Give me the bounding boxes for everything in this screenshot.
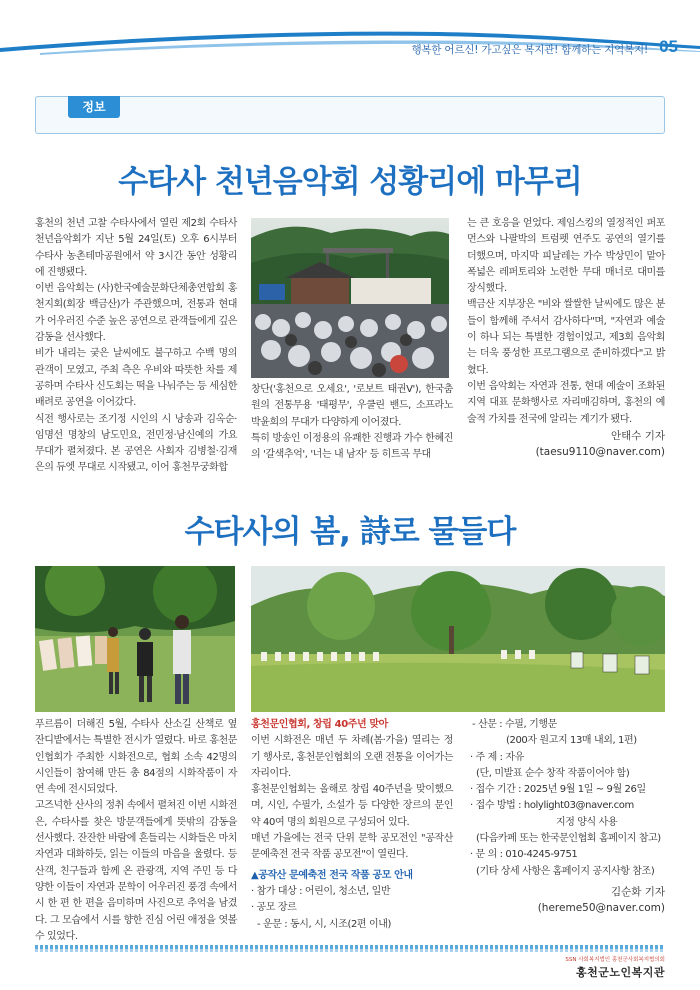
page-number: 05: [659, 37, 678, 56]
paragraph: 고즈넉한 산사의 정취 속에서 펼쳐진 이번 시화전은, 수타사를 찾은 방문객들에게 뜻밖의 감동을 선사했다. 잔잔한 바람에 흔들리는 시화들은 마치 자연과 대화하듯, 읽는 이들의 마음을 울렸다. 등산객, 친구들과 함께 온 관광객, 지역 주민 등 다양한 이들이 자연과 문학이 어우러진 풍경 속에서 시 한 편 한 편을 음미하며 사진으로 추억을 남겼다. 그 모습에서 시를 향한 진심 어린 애정을 엿볼 수 있었다.: [35, 800, 237, 942]
poetry-exhibit-photo-1: [35, 566, 235, 712]
footer-logo: [565, 956, 665, 980]
notice-line: · 주 제 : 자유: [470, 751, 524, 763]
poetry-exhibit-photo-2: [251, 566, 665, 712]
notice-line: 지정 양식 사용: [556, 816, 618, 828]
paragraph: 홍천문인협회는 올해로 창립 40주년을 맞이했으며, 시인, 수필가, 소설가 등 다양한 장르의 문인약 40여 명의 회원으로 구성되어 있다.: [251, 784, 453, 828]
article2-column-3: [470, 717, 665, 880]
header-slogan: 행복한 어르신! 가고싶은 복지관! 함께하는 지역복지!: [411, 44, 648, 56]
paragraph: 이번 음악회는 (사)한국예술문화단체총연합회 홍천지회(회장 백금산)가 주관했으며, 전통과 현대가 어우러진 수준 높은 공연으로 관객들에게 깊은 감동을 선사했다.: [35, 283, 237, 344]
notice-line: (단, 미발표 순수 창작 작품이어야 함): [476, 767, 630, 779]
notice-line: - 운문 : 동시, 시, 시조(2편 이내): [257, 918, 391, 930]
notice-line: · 접수 기간 : 2025년 9월 1일 ~ 9월 26일: [470, 784, 646, 796]
page-header: [0, 0, 700, 90]
concert-photo-illustration: [251, 218, 449, 378]
notice-line: (200자 원고지 13매 내외, 1편): [506, 735, 637, 747]
notice-line: · 참가 대상 : 어린이, 청소년, 일반: [251, 885, 391, 897]
footer-org-name: 홍천군노인복지관: [575, 966, 665, 979]
notice-line: - 산문 : 수필, 기행문: [472, 719, 557, 730]
article2-byline: [538, 884, 665, 916]
footer-divider-light: [35, 949, 665, 952]
paragraph: 이번 음악회는 자연과 전통, 현대 예술이 조화된 지역 대표 문화행사로 자리매김하며, 홍천의 예술적 가치를 전국에 알리는 계기가 됐다.: [467, 380, 665, 425]
notice-line: · 공모 장르: [251, 902, 297, 914]
reporter-email: (taesu9110@naver.com): [535, 446, 665, 458]
paragraph: 비가 내리는 궂은 날씨에도 불구하고 수백 명의 관객이 모였고, 주최 측은 우비와 따뜻한 차를 제공하며 수타사 신도회는 떡을 나눠주는 등 세심한 배려로 공연을 이어갔다.: [35, 348, 237, 409]
reporter-name: 안태수 기자: [610, 430, 665, 442]
notice-line: (다음카페 또는 한국문인협회 홈페이지 참고): [476, 833, 661, 845]
section-label: 정보: [68, 96, 120, 118]
article1-column-2: [251, 382, 453, 463]
notice-line: · 문 의 : 010-4245-9751: [470, 849, 578, 861]
reporter-email: (hereme50@naver.com): [537, 902, 665, 914]
paragraph: 홍천의 천년 고찰 수타사에서 열린 제2회 수타사 천년음악회가 지난 5월 24일(토) 오후 6시부터 수타사 농촌테마공원에서 약 3시간 동안 성황리에 진행됐다.: [35, 218, 237, 278]
paragraph: 식전 행사로는 조기정 시인의 시 낭송과 김옥순·임명선 명창의 남도민요, 전민정·남신예의 가요 무대가 펼쳐졌다. 본 공연은 사회자 김병철·김재은의 듀엣 무대로 시작됐고, 이어 홍천무궁화합: [35, 413, 237, 474]
paragraph: 매년 가을에는 전국 단위 문학 공모전인 "공작산 문예축전 전국 작품 공모전"이 열린다.: [251, 833, 453, 861]
article1-byline: [536, 428, 665, 460]
article2-column-1: [35, 717, 237, 945]
reporter-name: 김순화 기자: [610, 886, 665, 898]
article2-title: 수타사의 봄, 詩로 물들다: [184, 514, 516, 550]
notice-heading: ▲공작산 문예축전 전국 작품 공모 안내: [251, 869, 413, 881]
article2-column-2: [251, 717, 453, 933]
subsection-heading: 홍천문인협회, 창립 40주년 맞아: [251, 719, 388, 730]
paragraph: 백금산 지부장은 "비와 쌀쌀한 날씨에도 많은 분들이 함께해 주셔서 감사하다"며, "자연과 예술이 하나 되는 특별한 경험이었고, 제3회 음악회는 더욱 풍성한 프로그램으로 준비하겠다"고 밝혔다.: [467, 299, 665, 376]
article1-column-3: [467, 216, 665, 428]
footer-org-small: SSN 사회복지법인 홍천군사회복지협의회: [565, 957, 665, 963]
section-banner: [35, 96, 665, 134]
paragraph: 푸르름이 더해진 5월, 수타사 산소길 산책로 옆 잔디밭에서는 특별한 전시가 열렸다. 바로 홍천문인협회가 주최한 시화전으로, 협회 소속 42명의 시인들이 참여해 만든 총 84점의 시화작품이 자연 속에 전시되었다.: [35, 719, 237, 796]
paragraph: 는 큰 호응을 얻었다. 제임스킹의 열정적인 퍼포먼스와 나팔박의 트럼펫 연주도 공연의 열기를 더했으며, 마지막 피날레는 가수 박상민이 맡아 폭넓은 레퍼토리와 노련한 무대 매너로 대미를 장식했다.: [467, 218, 665, 295]
article1-column-1: [35, 216, 237, 477]
notice-line: (기타 상세 사항은 홈페이지 공지사항 참조): [476, 865, 655, 877]
paragraph: 특히 방송인 이정용의 유쾌한 진행과 가수 한혜진의 '갈색추억', '너는 내 남자' 등 히트곡 무대: [251, 432, 453, 461]
concert-photo: [251, 218, 449, 378]
poetry-exhibit-illustration-1: [35, 566, 235, 712]
article1-title: 수타사 천년음악회 성황리에 마무리: [118, 164, 582, 200]
notice-line: · 접수 방법 : holylight03@naver.com: [470, 800, 634, 812]
poetry-exhibit-illustration-2: [251, 566, 665, 712]
paragraph: 이번 시화전은 매년 두 차례(봄·가을) 열리는 정기 행사로, 홍천문인협회의 오랜 전통을 이어가는 자리이다.: [251, 735, 453, 779]
paragraph: 창단('홍천으로 오세요', '로보트 태권V'), 한국춤원의 전통무용 '태평무', 우쿨린 밴드, 소프라노 박윤희의 무대가 다양하게 이어졌다.: [251, 384, 453, 428]
